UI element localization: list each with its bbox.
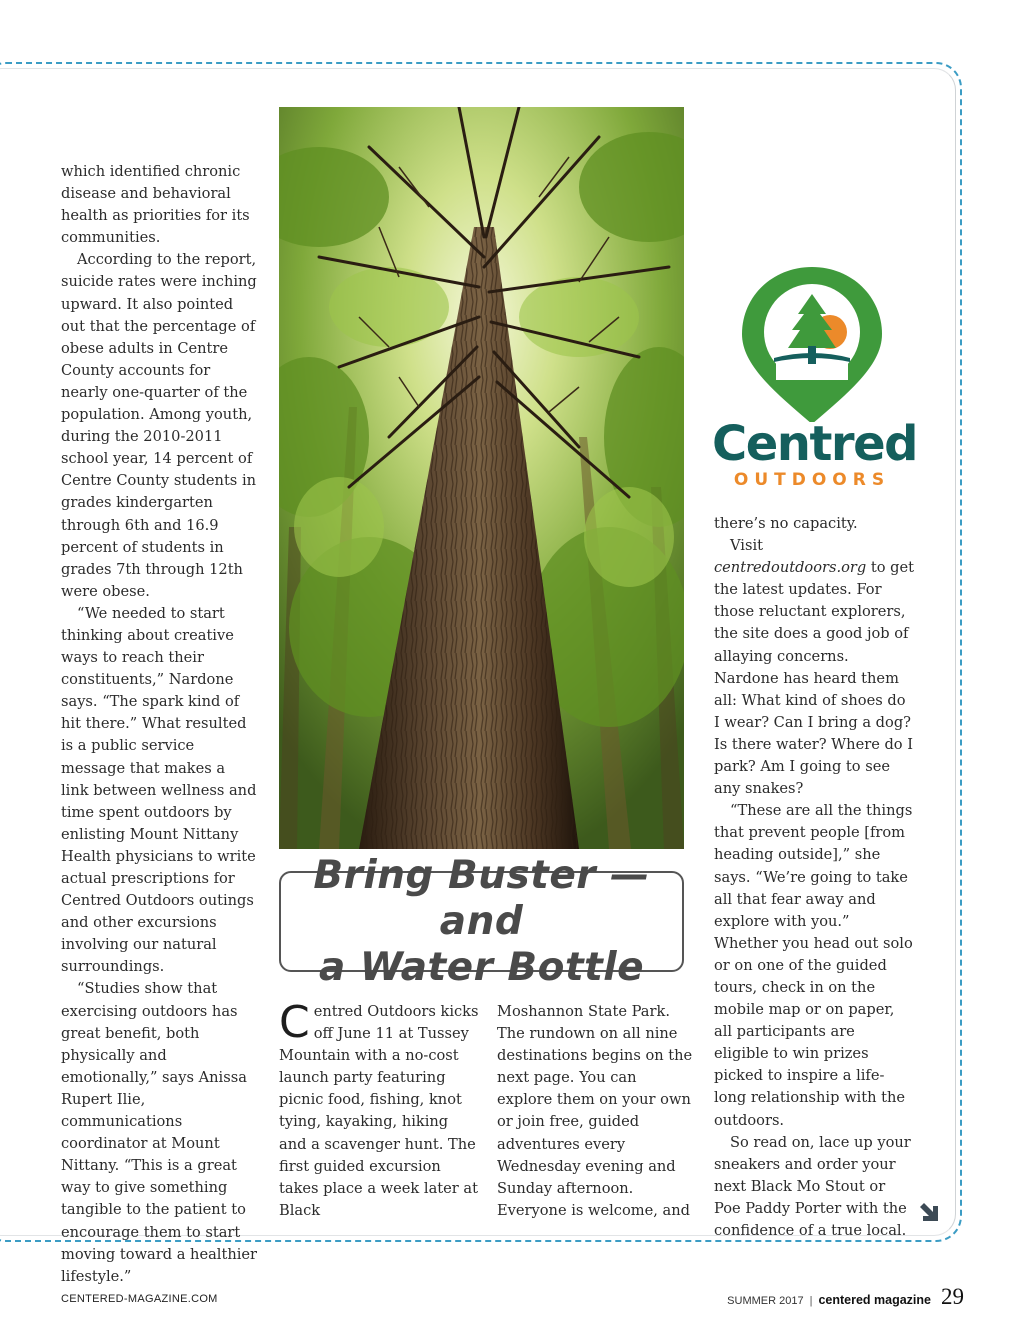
centred-outdoors-logo [712,262,917,494]
column-2-text: entred Outdoors kicks off June 11 at Tussey Mountain with a no-cost launch party featuring picnic food, fishing, knot tying, kayaking, hiking and a scavenger hunt. The first guided excursion takes place a week later at Black [279,1003,479,1219]
column-4-paragraph-4: So read on, lace up your sneakers and order your next Black Mo Stout or Poe Paddy Porter with the confidence of a true local. [714,1133,911,1239]
drop-cap: C [279,997,310,1048]
column-1-paragraph: “Studies show that exercising outdoors has great benefit, both physically and emotionally,” says Anissa Rupert Ilie, communications coordinator at Mount Nittany. “This is a great way to give something tangible to the patient to encourage them to start moving toward a healthier lifestyle.” [61,980,258,1285]
column-1-paragraph: which identified chronic disease and behavioral health as priorities for its communities. [61,163,250,247]
footer-issue: SUMMER 2017 [727,1295,804,1307]
column-3-text: Moshannon State Park. The rundown on all nine destinations begins on the next page. You can explore them on your own or join free, guided adventures every Wednesday evening and Sunday afternoon. Everyone is welcome, and [497,1003,693,1219]
footer-website: CENTERED-MAGAZINE.COM [61,1293,218,1305]
pine-tree-photo [279,107,684,849]
logo-subtitle: OUTDOORS [733,470,891,490]
footer-folio [727,1284,964,1310]
website-link[interactable]: centredoutdoors.org [714,559,867,577]
subhead-line-1: Bring Buster — and [313,852,650,944]
page-number: 29 [941,1284,964,1309]
article-column-2 [279,997,479,1222]
article-column-4 [714,513,914,1242]
footer-separator: | [809,1295,813,1307]
subhead-box [279,852,684,990]
column-1-paragraph: According to the report, suicide rates were inching upward. It also pointed out that the percentage of obese adults in Centre County accounts for nearly one-quarter of the population. Among youth, during the 2010-2011 school year, 14 percent of Centre County students in grades kindergarten through 6th and 16.9 percent of students in grades 7th through 12th were obese. [61,251,257,600]
article-column-3 [497,1001,693,1222]
arrow-down-right-icon [918,1201,940,1223]
subhead [292,853,672,991]
map-pin-tree-icon [712,262,912,422]
column-4-paragraph-1: there’s no capacity. [714,515,858,532]
logo-title: Centred [712,416,917,472]
column-1-paragraph: “We needed to start thinking about creative ways to reach their constituents,” Nardone says. “The spark kind of hit there.” What resulted is a public service message that makes a link between wellness and time spent outdoors by enlisting Mount Nittany Health physicians to write actual prescriptions for Centred Outdoors outings and other excursions involving our natural surroundings. [61,604,257,976]
footer-magazine-name: centered magazine [818,1293,931,1307]
article-column-1 [61,161,257,1288]
subhead-line-2: a Water Bottle [318,944,645,990]
tree-photo-illustration [279,107,684,849]
column-4-paragraph-2: Visit centredoutdoors.org to get the latest updates. For those reluctant explorers, the site does a good job of allaying concerns. Nardone has heard them all: What kind of shoes do I wear? Can I bring a dog? Is there water? Where do I park? Am I going to see any snakes? [714,537,914,798]
column-4-paragraph-3: “These are all the things that prevent people [from heading outside],” she says. “We’re going to take all that fear away and explore with you.” Whether you head out solo or on one of the guided tours, check in on the mobile map or on paper, all participants are eligible to win prizes picked to inspire a life-long relationship with the outdoors. [714,802,913,1129]
